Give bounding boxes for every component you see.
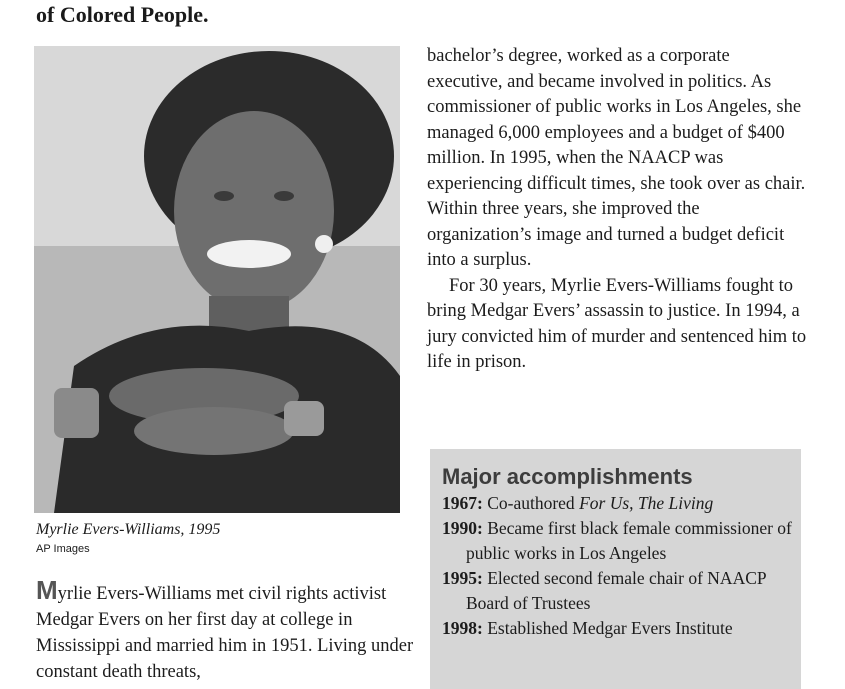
photo-credit: AP Images: [36, 543, 90, 555]
sidebar-title: Major accomplishments: [442, 464, 693, 489]
photo-caption: Myrlie Evers-Williams, 1995: [36, 521, 221, 538]
accomplishment-item: [442, 566, 801, 616]
accomplishment-item: [442, 491, 801, 516]
accomplishment-text: Elected second female chair of NAACP Board of Trustees: [466, 568, 766, 613]
accomplishment-year: 1995:: [442, 568, 483, 588]
intro-paragraph-text: yrlie Evers-Williams met civil rights activist Medgar Evers on her first day at college in Mississippi and married him in 1951. Living under constant death threats,: [36, 584, 414, 682]
accomplishments-list: [430, 491, 801, 641]
portrait-photo: [34, 46, 400, 513]
accomplishment-year: 1998:: [442, 618, 483, 638]
justice-paragraph: For 30 years, Myrlie Evers-Williams fought to bring Medgar Evers’ assassin to justice. In 1994, a jury convicted him of murder and sentenced him to life in prison.: [427, 275, 807, 372]
intro-paragraph: [36, 575, 416, 685]
accomplishment-year: 1990:: [442, 518, 483, 538]
book-title: For Us, The Living: [579, 493, 714, 513]
right-column: [427, 44, 807, 376]
heading-fragment: of Colored People.: [36, 2, 209, 27]
accomplishment-year: 1967:: [442, 493, 483, 513]
career-paragraph: bachelor’s degree, worked as a corporate executive, and became involved in politics. As commissioner of public works in Los Angeles, she managed 6,000 employees and a budget of $400 million. In 1995, when the NAACP was experiencing difficult times, she took over as chair. Within three years, she improved the organization’s image and turned a budget deficit into a surplus.: [427, 46, 806, 270]
accomplishments-sidebar: [430, 449, 801, 689]
drop-cap: M: [36, 575, 58, 605]
accomplishment-item: [442, 616, 801, 641]
accomplishment-item: [442, 516, 801, 566]
accomplishment-text: Co-authored: [487, 493, 580, 513]
accomplishment-text: Became first black female commissioner of public works in Los Angeles: [466, 518, 792, 563]
portrait-illustration: [34, 46, 400, 513]
accomplishment-text: Established Medgar Evers Institute: [487, 618, 733, 638]
